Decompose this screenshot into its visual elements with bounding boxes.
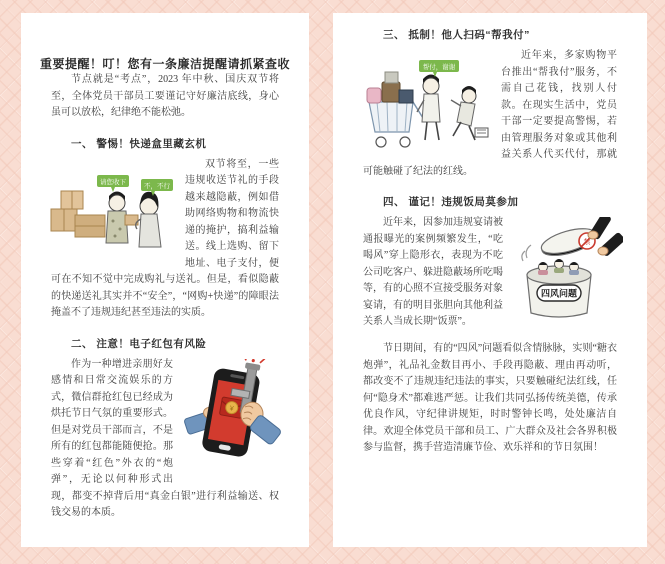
bubble-pay-text: 帮付，谢谢 xyxy=(422,64,456,71)
refusing-figure xyxy=(136,191,161,246)
section-2-heading: 二、 注意！电子红包有风险 xyxy=(71,337,207,350)
coin-symbol: ¥ xyxy=(228,404,235,413)
alert-spark-icon xyxy=(242,359,265,364)
section-2-body: 作为一种增进亲朋好友感情和日常交流娱乐的方式，微信群抢红包已经成为烘托节日气氛的重要形式。但是对党员干部而言，不是所有的红包都能随便抢。那些穿着“红色”外衣的“炮弹”，无论以何种形式出现，都变不掉背后用“真金白银”进行利益输送、权钱交易的本质。 xyxy=(51,358,279,518)
document-page-right xyxy=(333,13,647,547)
section-1 xyxy=(51,157,279,322)
lifting-hands xyxy=(588,217,623,257)
speech-bubble-pay xyxy=(419,60,459,77)
section-4 xyxy=(363,215,617,341)
cart-goods xyxy=(367,72,413,103)
red-packet-phone-illustration xyxy=(181,359,285,477)
section-1-body: 双节将至，一些违规收送节礼的手段越来越隐蔽，例如借助网络购物和物流快递的掩护，搞利益输送。线上选购、留下地址、电子支付，便可在不知不觉中完成购礼与送礼。但是，看似隐蔽的快递送礼其实并不“安全”，“网购+快递”的障眼法掩盖不了违规违纪甚至违法的实质。 xyxy=(51,158,279,318)
closing-paragraph: 节日期间，有的“四风”问题看似含情脉脉，实则“糖衣炮弹”，礼品礼金数目再小、手段再隐蔽、理由再动听，都改变不了违规违纪违法的事实，只要触碰纪法红线，任何“隐身术”都难逃严惩。让我们共同弘扬传统美德，传承优良作风，守纪律讲规矩，时时警钟长鸣，处处廉洁自律。欢迎全体党员干部和员工、广大群众及社会各界积极参与监督，携手营造清廉节俭、欢乐祥和的节日氛围！ xyxy=(363,343,617,453)
cardboard-boxes-icon xyxy=(51,191,105,237)
diners-in-pot xyxy=(538,259,579,275)
bubble-give-text: 请您收下 xyxy=(100,178,126,186)
pot-label-text: 四风问题 xyxy=(540,288,578,299)
section-1-heading: 一、 警惕！快递盒里藏玄机 xyxy=(71,137,207,150)
hotpot-problems-illustration xyxy=(511,217,623,339)
parcel-gift-illustration xyxy=(45,159,177,265)
intro-paragraph: 节点就是“考点”，2023 年中秋、国庆双节将至，全体党员干部员工要谨记守好廉洁底线，身心虽可以放松，纪律绝不能松弛。 xyxy=(51,74,279,118)
speech-bubble-give xyxy=(97,175,129,192)
stamp-text: 禁 xyxy=(583,239,591,246)
document-page-left xyxy=(21,13,309,547)
section-3-body: 近年来，多家购物平台推出“帮我付”服务，不需自己花钱，找别人付款。在现实生活中，党员干部一定要提高警惕，若由管理服务对象或其他利益关系人代买代付，那就可能触碰了纪法的红线。 xyxy=(363,50,617,177)
gift-giver-figure xyxy=(106,191,138,243)
shopping-cart-icon xyxy=(369,102,423,147)
cart-pusher-figure xyxy=(417,75,440,141)
pot-label xyxy=(537,285,581,301)
bubble-refuse-text: 不，不行 xyxy=(144,182,170,190)
motion-lines xyxy=(522,245,531,261)
page-title: 重要提醒！叮！您有一条廉洁提醒请抓紧查收 xyxy=(39,57,290,71)
section-4-body: 近年来，因参加违规宴请被通报曝光的案例频繁发生，“吃喝风”穿上隐形衣，表现为不吃公司吃客户、躲进隐蔽场所吃喝等，有的心照不宣接受服务对象宴请，有的明目张胆向其他利益关系人当成长期“饭票”。 xyxy=(363,217,503,327)
section-2 xyxy=(51,357,279,522)
shopping-cart-illustration xyxy=(357,50,493,156)
section-4-heading: 四、 谨记！违规饭局莫参加 xyxy=(383,196,519,208)
running-figure xyxy=(451,86,488,140)
section-3-heading: 三、 抵制！他人扫码“帮我付” xyxy=(383,29,530,41)
section-3 xyxy=(363,48,617,180)
